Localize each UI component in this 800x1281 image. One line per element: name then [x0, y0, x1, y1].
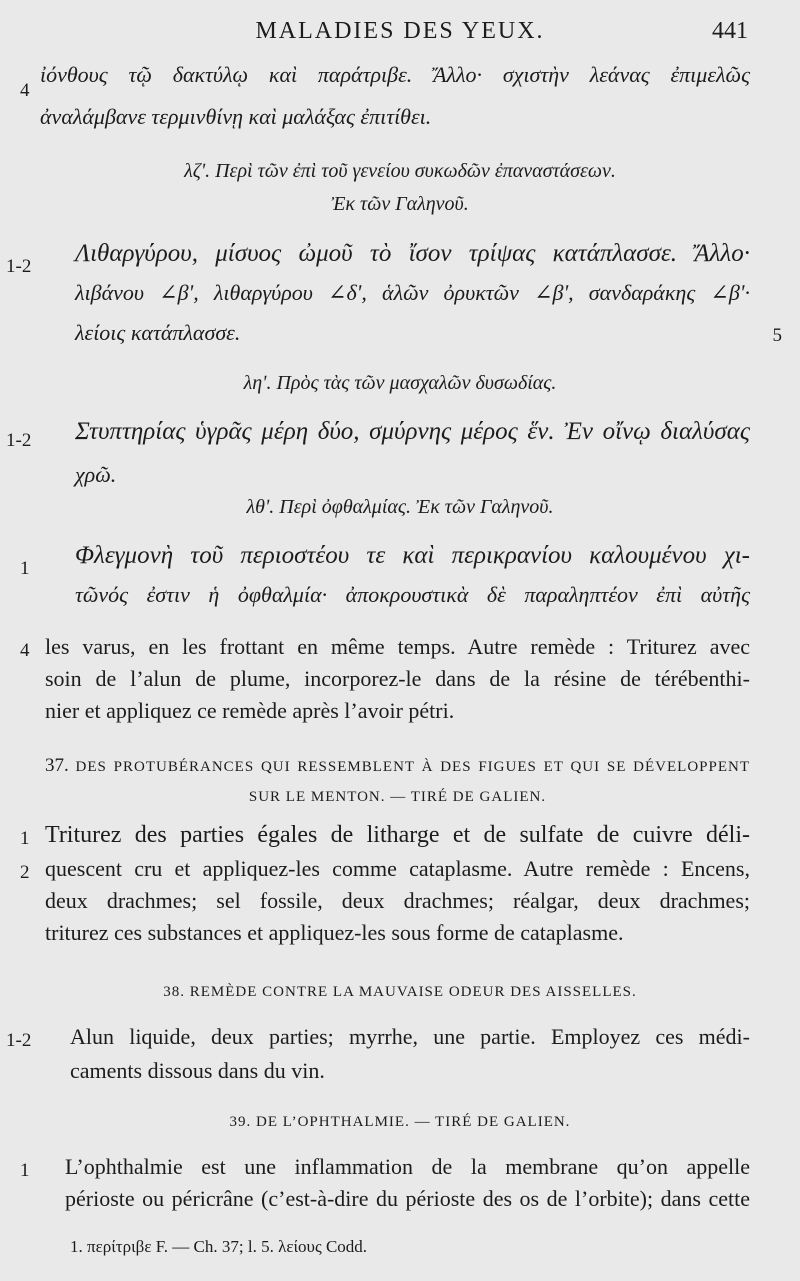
margin-number: 4: [20, 80, 30, 101]
text-line: Στυπτηρίας ὑγρᾶς μέρη δύο, σμύρνης μέρος ἕν. Ἐν οἴνῳ διαλύσας: [75, 418, 750, 445]
heading-text: DES PROTUBÉRANCES QUI RESSEMBLENT À DES FIGUES ET QUI SE DÉVELOPPENT: [75, 759, 750, 775]
heading-line: [45, 755, 750, 777]
text-line: L’ophthalmie est une inflammation de la membrane qu’on appelle: [65, 1154, 750, 1179]
text-line: périoste ou péricrâne (c’est-à-dire du périoste des os de l’orbite); dans cette: [65, 1186, 750, 1211]
margin-number: 1-2: [6, 1030, 32, 1051]
margin-number: 4: [20, 640, 30, 661]
running-title: MALADIES DES YEUX.: [255, 18, 545, 44]
margin-number: 1: [20, 558, 30, 579]
text-line: ἀναλάμβανε τερμινθίνῃ καὶ μαλάξας ἐπιτίθει.: [40, 104, 432, 129]
text-line: Λιθαργύρου, μίσυος ὠμοῦ τὸ ἴσον τρίψας κατάπλασσε. Ἄλλο·: [75, 240, 750, 267]
heading-number: 37.: [45, 755, 69, 776]
heading-line: SUR LE MENTON. — TIRÉ DE GALIEN.: [248, 789, 547, 805]
text-line: λιβάνου ∠βʹ, λιθαργύρου ∠δʹ, ἁλῶν ὀρυκτῶν ∠βʹ, σανδαράκης ∠βʹ·: [75, 280, 750, 305]
greek-heading-37: λζʹ. Περὶ τῶν ἐπὶ τοῦ γενείου συκωδῶν ἐπαναστάσεων.: [184, 160, 616, 182]
text-line: caments dissous dans du vin.: [70, 1058, 325, 1083]
text-line: deux drachmes; sel fossile, deux drachmes; réalgar, deux drachmes;: [45, 888, 750, 913]
margin-number: 1-2: [6, 430, 32, 451]
text-line: τῶνός ἐστιν ἡ ὀφθαλμία· ἀποκρουστικὰ δὲ παραληπτέον ἐπὶ αὐτῆς: [75, 582, 750, 607]
text-line: λείοις κατάπλασσε.: [75, 320, 241, 345]
line-mark: 5: [772, 325, 782, 346]
margin-number: 1: [20, 828, 30, 849]
text-line: Φλεγμονὴ τοῦ περιοστέου τε καὶ περικρανίου καλουμένου χι-: [75, 542, 750, 569]
page-number: 441: [712, 18, 748, 44]
greek-heading-39: λθʹ. Περὶ ὀφθαλμίας. Ἐκ τῶν Γαληνοῦ.: [246, 496, 554, 518]
text-line: quescent cru et appliquez-les comme cataplasme. Autre remède : Encens,: [45, 856, 750, 881]
margin-number: 2: [20, 862, 30, 883]
text-line: Alun liquide, deux parties; myrrhe, une partie. Employez ces médi-: [70, 1024, 750, 1049]
text-line: ἰόνθους τῷ δακτύλῳ καὶ παράτριβε. Ἄλλο· σχιστὴν λεάνας ἐπιμελῶς: [40, 62, 750, 87]
greek-heading-37-source: Ἐκ τῶν Γαληνοῦ.: [331, 193, 469, 215]
margin-number: 1: [20, 1160, 30, 1181]
text-line: les varus, en les frottant en même temps. Autre remède : Triturez avec: [45, 634, 750, 659]
text-line: Triturez des parties égales de litharge et de sulfate de cuivre déli-: [45, 822, 750, 848]
text-line: nier et appliquez ce remède après l’avoir pétri.: [45, 698, 455, 723]
footnote: 1. περίτριβε F. — Ch. 37; l. 5. λείους Codd.: [70, 1237, 368, 1256]
text-line: triturez ces substances et appliquez-les sous forme de cataplasme.: [45, 920, 624, 945]
text-line: χρῶ.: [75, 462, 117, 487]
text-line: soin de l’alun de plume, incorporez-le dans de la résine de térébenthi-: [45, 666, 750, 691]
greek-heading-38: ληʹ. Πρὸς τὰς τῶν μασχαλῶν δυσωδίας.: [243, 372, 557, 394]
margin-number: 1-2: [6, 256, 32, 277]
french-heading-38: 38. REMÈDE CONTRE LA MAUVAISE ODEUR DES AISSELLES.: [163, 984, 637, 1000]
french-heading-39: 39. DE L’OPHTHALMIE. — TIRÉ DE GALIEN.: [229, 1114, 571, 1130]
running-header: [0, 18, 800, 50]
